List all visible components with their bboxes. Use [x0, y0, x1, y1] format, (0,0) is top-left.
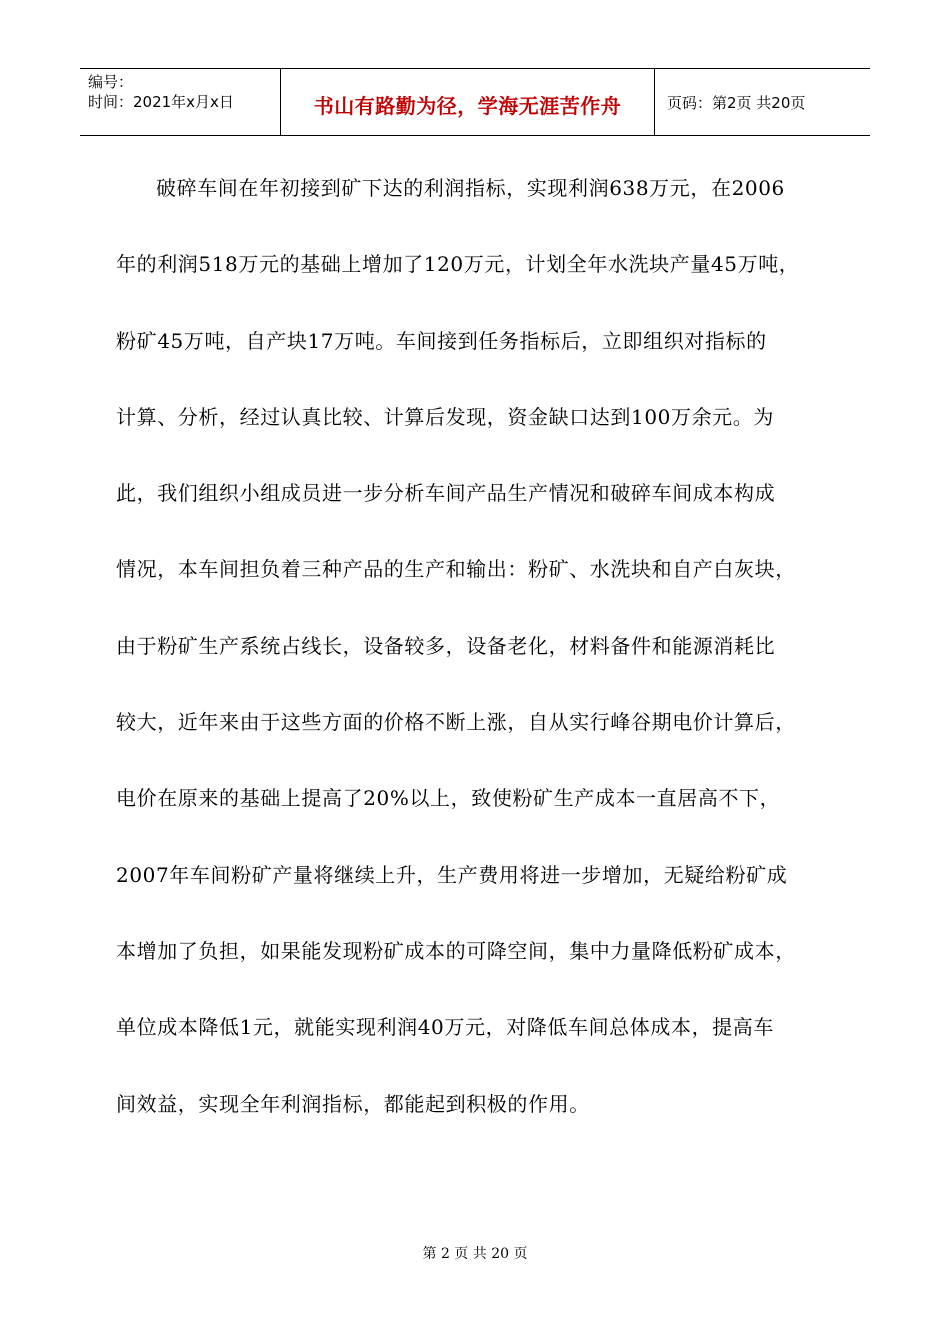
body-line: 单位成本降低1元，就能实现利润40万元，对降低车间总体成本，提高车: [116, 1015, 774, 1040]
body-line: 由于粉矿生产系统占线长，设备较多，设备老化，材料备件和能源消耗比: [116, 633, 776, 658]
body-line: 破碎车间在年初接到矿下达的利润指标，实现利润638万元，在2006: [156, 176, 785, 200]
document-number-label: 编号：: [88, 73, 134, 91]
body-line: 较大，近年来由于这些方面的价格不断上涨，自从实行峰谷期电价计算后，: [116, 710, 796, 735]
document-body: [116, 162, 856, 1130]
body-line: 情况，本车间担负着三种产品的生产和输出：粉矿、水洗块和自产白灰块，: [116, 557, 796, 582]
body-line: 电价在原来的基础上提高了20%以上，致使粉矿生产成本一直居高不下，: [116, 786, 781, 811]
header-motto: 书山有路勤为径，学海无涯苦作舟: [313, 93, 622, 118]
header-motto-cell: [281, 69, 655, 135]
page-header: [80, 68, 870, 136]
footer-page-number: 第 2 页 共 20 页: [422, 1246, 528, 1262]
body-line: 年的利润518万元的基础上增加了120万元，计划全年水洗块产量45万吨，: [116, 252, 800, 277]
header-page-cell: [655, 69, 870, 135]
body-line: 此，我们组织小组成员进一步分析车间产品生产情况和破碎车间成本构成: [116, 481, 776, 506]
header-page-code: 页码：第2页 共20页: [667, 93, 806, 112]
body-line: 本增加了负担，如果能发现粉矿成本的可降空间，集中力量降低粉矿成本，: [116, 938, 796, 963]
body-line: 间效益，实现全年利润指标，都能起到积极的作用。: [116, 1091, 590, 1116]
body-line: 计算、分析，经过认真比较、计算后发现，资金缺口达到100万余元。为: [116, 404, 774, 429]
body-line: 粉矿45万吨，自产块17万吨。车间接到任务指标后，立即组织对指标的: [116, 328, 767, 353]
header-info-cell: [80, 69, 281, 135]
body-line: 2007年车间粉矿产量将继续上升，生产费用将进一步增加，无疑给粉矿成: [116, 862, 788, 887]
page-footer: [0, 1243, 950, 1263]
document-date-label: 时间：2021年x月x日: [88, 93, 234, 111]
